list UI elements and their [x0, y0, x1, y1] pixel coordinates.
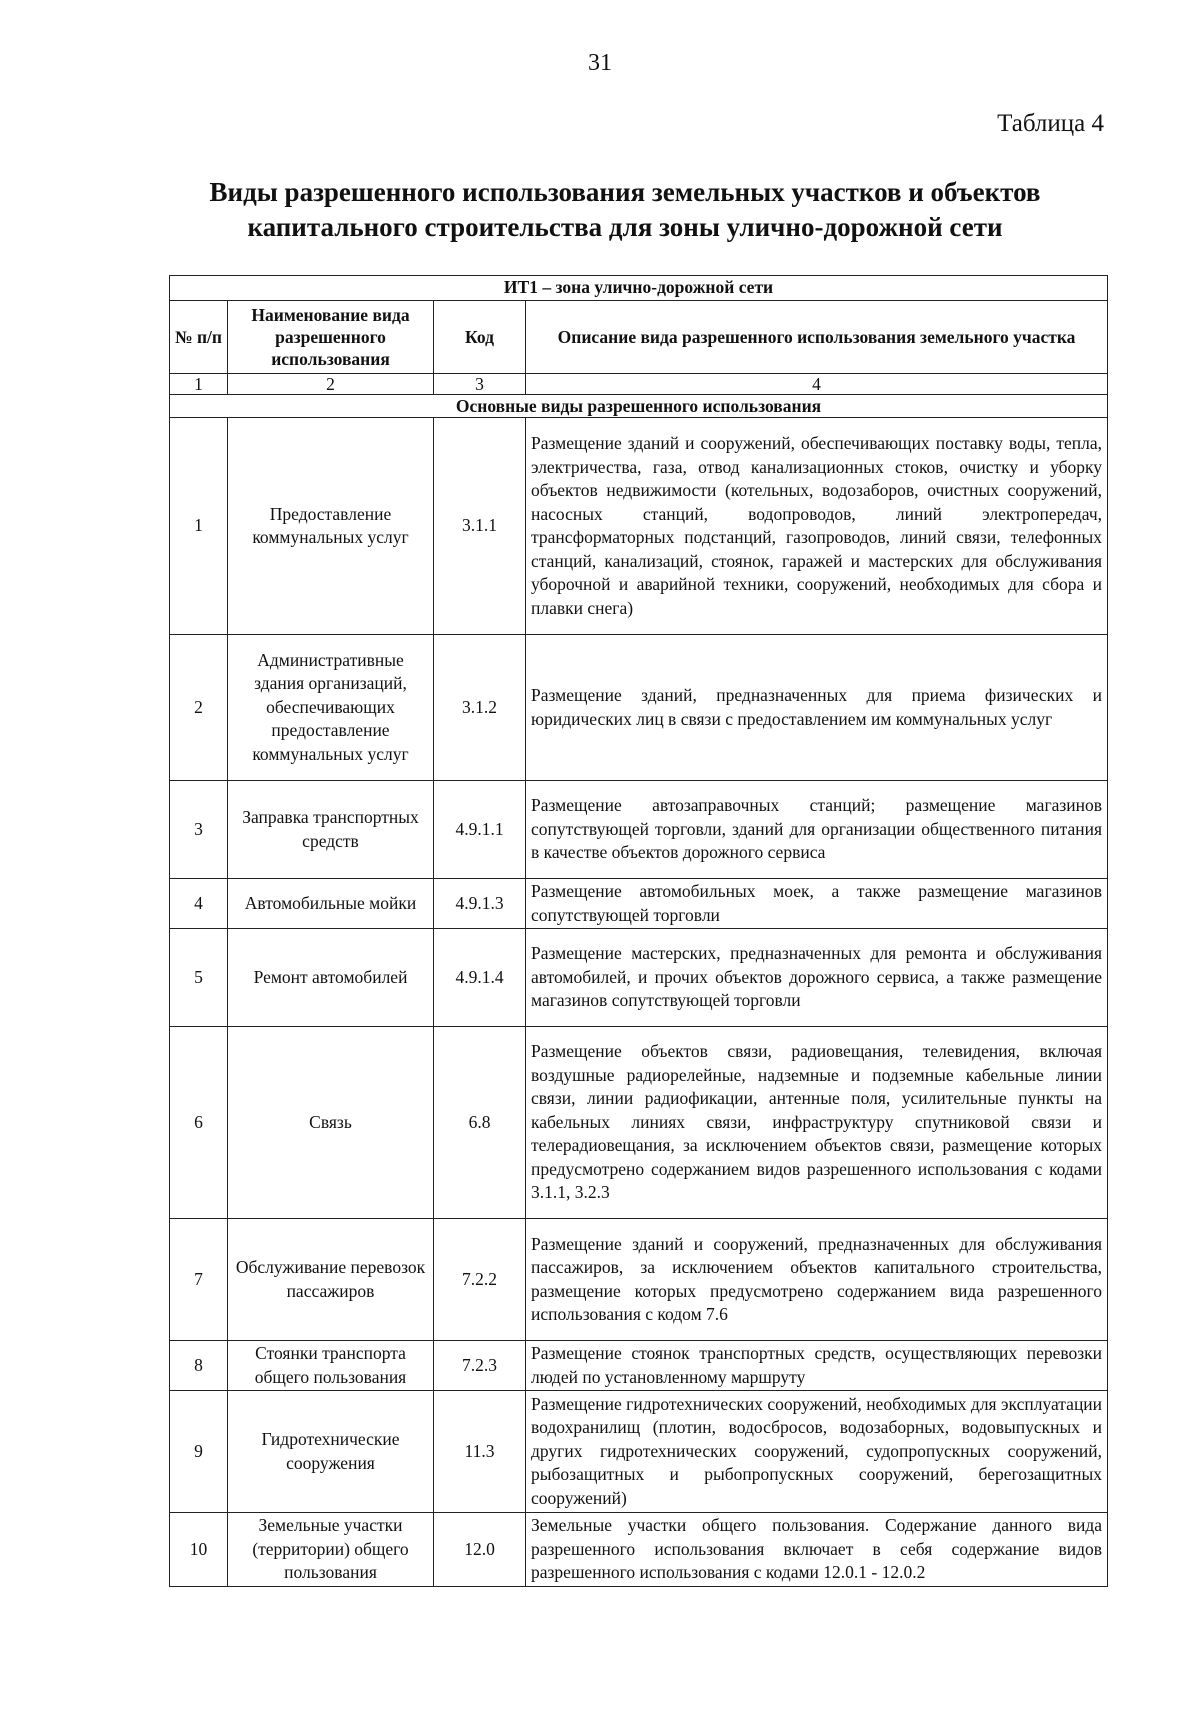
- row-description: Размещение автомобильных моек, а также размещение магазинов сопутствующей торговли: [526, 879, 1108, 929]
- row-name: Предоставление коммунальных услуг: [228, 418, 434, 635]
- title-line-1: Виды разрешенного использования земельных участков и объектов: [209, 177, 1041, 207]
- table-row: [170, 1391, 1108, 1513]
- row-description: Размещение автозаправочных станций; размещение магазинов сопутствующей торговли, зданий для организации общественного питания в качестве объектов дорожного сервиса: [526, 781, 1108, 879]
- row-name: Земельные участки (территории) общего пользования: [228, 1513, 434, 1587]
- table-row: [170, 1027, 1108, 1219]
- row-code: 7.2.2: [434, 1219, 526, 1341]
- table-caption: Таблица 4: [997, 110, 1104, 137]
- row-code: 3.1.2: [434, 635, 526, 781]
- land-use-table: [169, 275, 1108, 1587]
- column-number: 3: [434, 374, 526, 395]
- row-name: Административные здания организаций, обеспечивающих предоставление коммунальных услуг: [228, 635, 434, 781]
- row-description: Размещение зданий, предназначенных для приема физических и юридических лиц в связи с предоставлением им коммунальных услуг: [526, 635, 1108, 781]
- row-description: Размещение зданий и сооружений, обеспечивающих поставку воды, тепла, электричества, газа, отвод канализационных стоков, очистку и уборку объектов недвижимости (котельных, водозаборов, очистных сооружений, насосных станций, водопроводов, линий электропередач, трансформаторных подстанций, газопроводов, линий связи, телефонных станций, канализаций, стоянок, гаражей и мастерских для обслуживания уборочной и аварийной техники, сооружений, необходимых для сбора и плавки снега): [526, 418, 1108, 635]
- table-row: [170, 879, 1108, 929]
- row-description: Земельные участки общего пользования. Содержание данного вида разрешенного использования включает в себя содержание видов разрешенного использования с кодами 12.0.1 - 12.0.2: [526, 1513, 1108, 1587]
- table-row: [170, 781, 1108, 879]
- zone-header: ИТ1 – зона улично-дорожной сети: [170, 276, 1108, 301]
- row-name: Заправка транспортных средств: [228, 781, 434, 879]
- row-num: 3: [170, 781, 228, 879]
- row-code: 11.3: [434, 1391, 526, 1513]
- table-row: [170, 1513, 1108, 1587]
- row-name: Ремонт автомобилей: [228, 929, 434, 1027]
- row-num: 8: [170, 1341, 228, 1391]
- row-code: 3.1.1: [434, 418, 526, 635]
- column-number: 4: [526, 374, 1108, 395]
- header-code: Код: [434, 301, 526, 374]
- row-code: 6.8: [434, 1027, 526, 1219]
- row-description: Размещение мастерских, предназначенных для ремонта и обслуживания автомобилей, и прочих объектов дорожного сервиса, а также размещение магазинов сопутствующей торговли: [526, 929, 1108, 1027]
- section-title: Основные виды разрешенного использования: [170, 395, 1108, 418]
- row-name: Обслуживание перевозок пассажиров: [228, 1219, 434, 1341]
- row-name: Связь: [228, 1027, 434, 1219]
- page-number: 31: [588, 50, 612, 76]
- row-num: 10: [170, 1513, 228, 1587]
- row-description: Размещение стоянок транспортных средств, осуществляющих перевозки людей по установленному маршруту: [526, 1341, 1108, 1391]
- row-num: 2: [170, 635, 228, 781]
- table-row: [170, 635, 1108, 781]
- column-number: 2: [228, 374, 434, 395]
- row-num: 5: [170, 929, 228, 1027]
- row-description: Размещение объектов связи, радиовещания, телевидения, включая воздушные радиорелейные, надземные и подземные кабельные линии связи, линии радиофикации, антенные поля, усилительные пункты на кабельных линиях связи, инфраструктуру спутниковой связи и телерадиовещания, за исключением объектов связи, размещение которых предусмотрено содержанием видов разрешенного использования с кодами 3.1.1, 3.2.3: [526, 1027, 1108, 1219]
- row-name: Гидротехнические сооружения: [228, 1391, 434, 1513]
- column-number: 1: [170, 374, 228, 395]
- row-code: 12.0: [434, 1513, 526, 1587]
- header-num: № п/п: [170, 301, 228, 374]
- row-num: 9: [170, 1391, 228, 1513]
- table-row: [170, 418, 1108, 635]
- title-line-2: капитального строительства для зоны улично-дорожной сети: [247, 212, 1003, 242]
- row-num: 4: [170, 879, 228, 929]
- row-code: 7.2.3: [434, 1341, 526, 1391]
- table-row: [170, 929, 1108, 1027]
- row-code: 4.9.1.1: [434, 781, 526, 879]
- row-description: Размещение гидротехнических сооружений, необходимых для эксплуатации водохранилищ (плотин, водосбросов, водозаборных, водовыпускных и других гидротехнических сооружений, судопропускных сооружений, рыбозащитных и рыбопропускных сооружений, берегозащитных сооружений): [526, 1391, 1108, 1513]
- row-description: Размещение зданий и сооружений, предназначенных для обслуживания пассажиров, за исключением объектов капитального строительства, размещение которых предусмотрено содержанием вида разрешенного использования с кодом 7.6: [526, 1219, 1108, 1341]
- header-description: Описание вида разрешенного использования земельного участка: [526, 301, 1108, 374]
- table-row: [170, 1341, 1108, 1391]
- row-name: Автомобильные мойки: [228, 879, 434, 929]
- row-code: 4.9.1.3: [434, 879, 526, 929]
- row-num: 6: [170, 1027, 228, 1219]
- row-code: 4.9.1.4: [434, 929, 526, 1027]
- row-num: 1: [170, 418, 228, 635]
- header-name: Наименование вида разрешенного использования: [228, 301, 434, 374]
- document-title: [150, 175, 1100, 245]
- row-name: Стоянки транспорта общего пользования: [228, 1341, 434, 1391]
- table-row: [170, 1219, 1108, 1341]
- row-num: 7: [170, 1219, 228, 1341]
